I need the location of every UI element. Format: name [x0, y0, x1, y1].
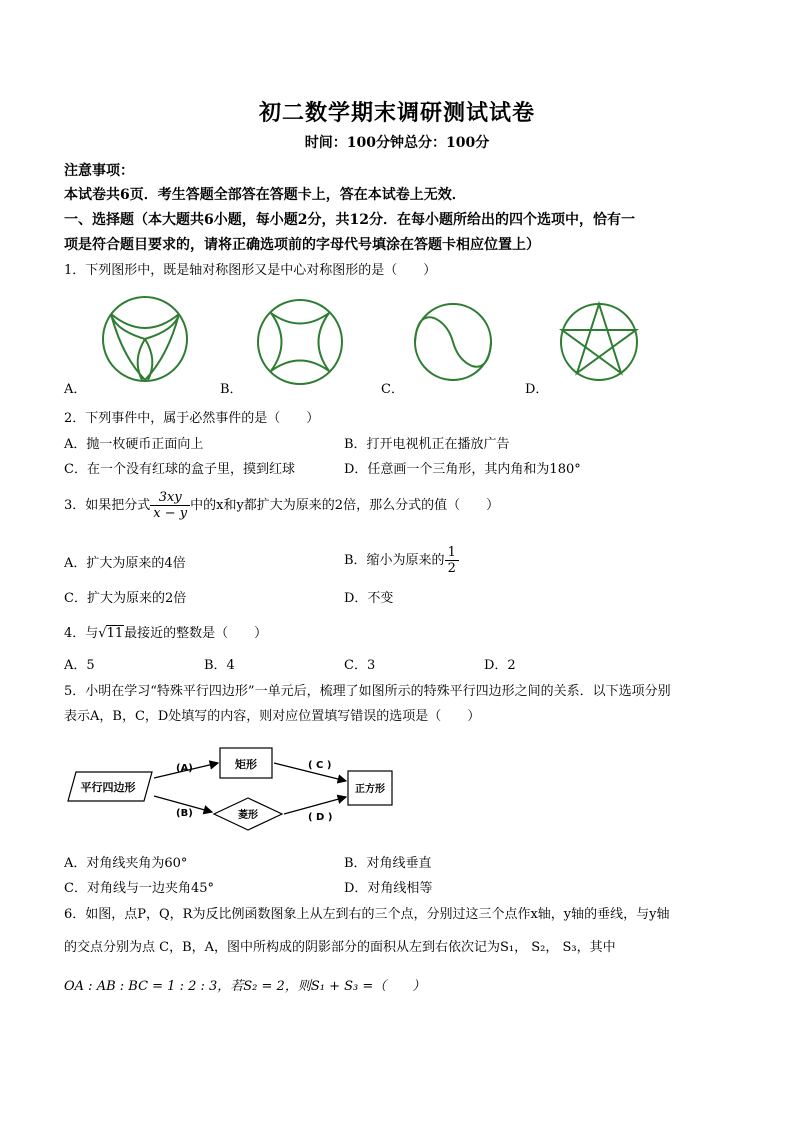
q5-stem-2: 表示A，B，C，D处填写的内容，则对应位置填写错误的选项是（ ） [64, 709, 481, 724]
arrow-label-a: (A) [176, 763, 193, 774]
q3-option-b [344, 545, 459, 576]
q5-option-c: C．对角线与一边夹角45° [64, 881, 214, 896]
q1-option-c: C． [381, 382, 404, 397]
q3-option-b-fraction [445, 545, 459, 576]
q4-option-b: B．4 [204, 658, 235, 673]
q1-option-a: A． [64, 382, 87, 397]
q4-suffix: 最接近的整数是（ ） [124, 626, 268, 641]
q2-option-a: A．抛一枚硬币正面向上 [64, 437, 204, 452]
section-instructions-2: 项是符合题目要求的，请将正确选项前的字母代号填涂在答题卡相应位置上） [64, 237, 540, 253]
figure-d-circle-pentagram [561, 304, 637, 380]
q3-numerator: 3xy [150, 490, 190, 506]
q1-option-d: D． [525, 382, 549, 397]
section-instructions-1: 一、选择题（本大题共6小题，每小题2分，共12分．在每小题所给出的四个选项中，恰有一 [64, 212, 635, 228]
figure-a-circle-arcs [103, 297, 187, 381]
q2-stem: 2．下列事件中，属于必然事件的是（ ） [64, 411, 320, 426]
q3-prefix: 3．如果把分式 [64, 498, 151, 513]
figure-c-circle-wave [415, 304, 491, 380]
q5-option-b: B．对角线垂直 [344, 856, 432, 871]
q3-denominator: x − y [153, 506, 188, 521]
arrow-label-b: (B) [176, 808, 193, 819]
q6-stem-2: 的交点分别为点 C，B，A，图中所构成的阴影部分的面积从左到右依次记为S₁， S₂， S₃，其中 [64, 940, 616, 955]
q3-option-a: A．扩大为原来的4倍 [64, 556, 186, 571]
q2-option-d: D．任意画一个三角形，其内角和为180° [344, 462, 581, 477]
page-title: 初二数学期末调研测试试卷 [258, 100, 535, 126]
q5-diagram [60, 740, 400, 840]
q5-option-d: D．对角线相等 [344, 881, 433, 896]
arrow-label-c: ( C ) [308, 760, 332, 771]
figure-b-circle-concave-square [258, 300, 342, 384]
parallelogram-label: 平行四边形 [80, 781, 136, 794]
notes-line: 本试卷共6页．考生答题全部答在答题卡上，答在本试卷上无效． [64, 187, 466, 203]
q4-option-a: A．5 [64, 658, 95, 673]
q3-option-b-denominator: 2 [447, 561, 456, 576]
q2-option-b: B．打开电视机正在播放广告 [344, 437, 510, 452]
notes-heading: 注意事项： [64, 163, 134, 179]
q5-option-a: A．对角线夹角为60° [64, 856, 188, 871]
q4-prefix: 4．与 [64, 626, 99, 641]
sqrt-icon: √ [98, 626, 107, 641]
q6-stem-1: 6．如图，点P，Q，R为反比例函数图象上从左到右的三个点，分别过这三个点作x轴，y轴的垂线，与y轴 [64, 907, 670, 922]
q4-option-d: D．2 [484, 658, 516, 673]
q3-option-c: C．扩大为原来的2倍 [64, 591, 187, 606]
q1-stem: 1．下列图形中，既是轴对称图形又是中心对称图形的是（ ） [64, 263, 437, 278]
q4-option-c: C．3 [344, 658, 376, 673]
q3-suffix: 中的x和y都扩大为原来的2倍，那么分式的值（ ） [190, 498, 500, 513]
q4-stem [64, 622, 267, 641]
q3-stem [64, 490, 499, 521]
q3-option-b-numerator: 1 [445, 545, 459, 561]
square-label: 正方形 [355, 784, 385, 795]
rectangle-label: 矩形 [235, 758, 257, 771]
q2-option-c: C．在一个没有红球的盒子里，摸到红球 [64, 462, 295, 477]
q1-figures [60, 290, 700, 400]
arrow-label-d: ( D ) [308, 812, 333, 823]
q4-radicand: 11 [106, 626, 124, 641]
q3-fraction [150, 490, 190, 521]
q1-option-b: B． [220, 382, 243, 397]
page-subtitle: 时间：100分钟总分：100分 [304, 135, 490, 151]
q5-stem-1: 5．小明在学习“特殊平行四边形”一单元后，梳理了如图所示的特殊平行四边形之间的关系．以下选项分别 [64, 684, 671, 699]
q3-option-b-text: B．缩小为原来的 [344, 553, 445, 568]
rhombus-label: 菱形 [238, 810, 258, 821]
q6-stem-3: OA : AB : BC = 1 : 2 : 3，若S₂ = 2，则S₁ + S₃ =（ ） [64, 979, 426, 994]
q3-option-d: D．不变 [344, 591, 394, 606]
